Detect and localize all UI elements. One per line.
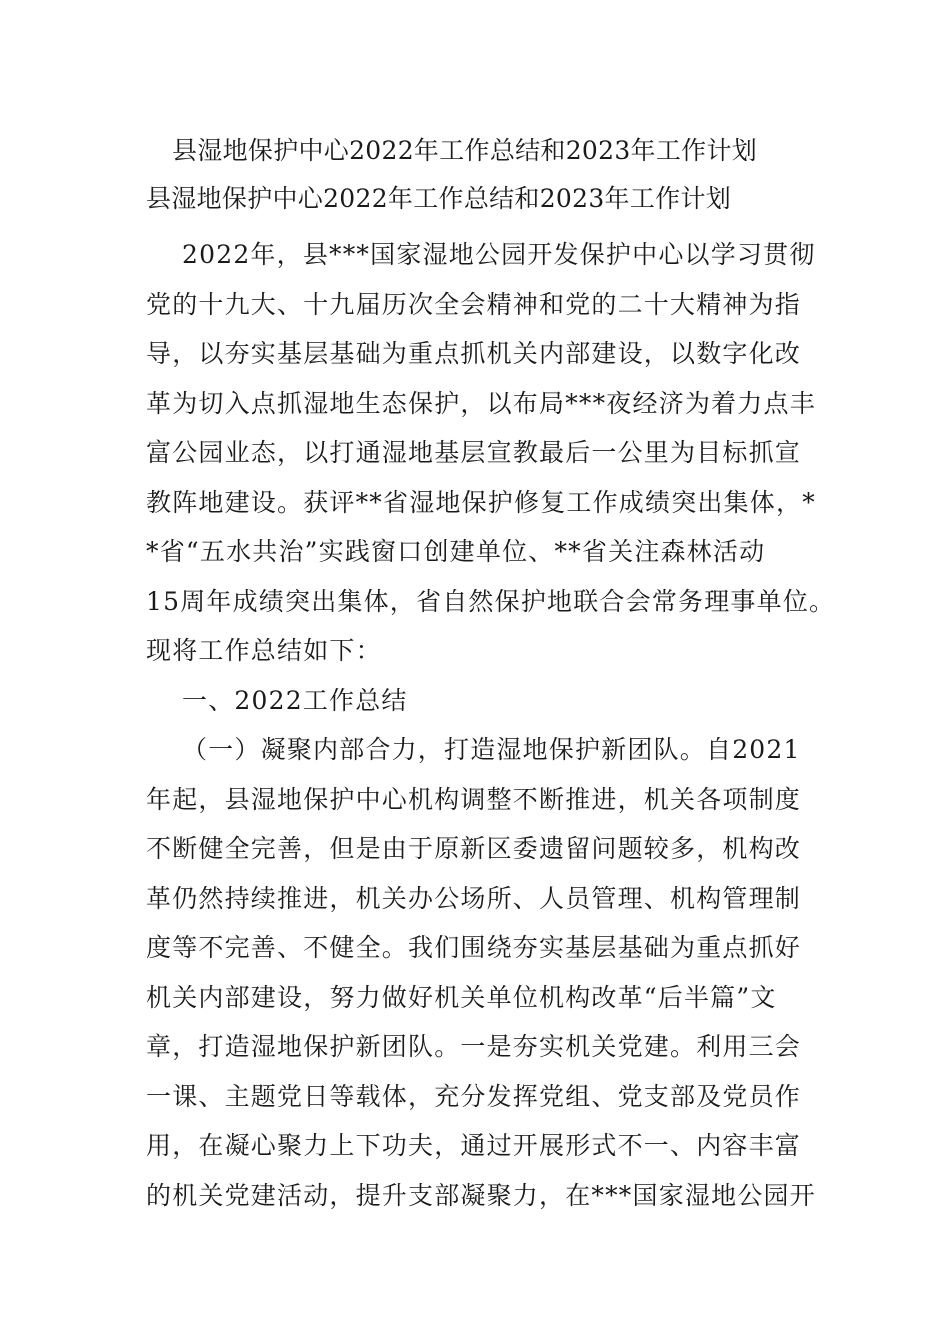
paragraph-1-line: 教阵地建设。获评**省湿地保护修复工作成绩突出集体，* bbox=[146, 487, 816, 517]
paragraph-2-line: 一课、主题党日等载体，充分发挥党组、党支部及党员作 bbox=[146, 1081, 802, 1111]
paragraph-2-line: 机关内部建设，努力做好机关单位机构改革“后半篇”文 bbox=[146, 982, 777, 1012]
section-heading: 一、2022工作总结 bbox=[182, 685, 408, 715]
document-body bbox=[146, 230, 836, 1220]
paragraph-2-line: （一）凝聚内部合力，打造湿地保护新团队。自2021 bbox=[182, 735, 801, 764]
paragraph-1-line: 富公园业态，以打通湿地基层宣教最后一公里为目标抓宣 bbox=[146, 438, 802, 467]
paragraph-1-line: 现将工作总结如下： bbox=[146, 636, 382, 665]
paragraph-1-line: 革为切入点抓湿地生态保护，以布局***夜经济为着力点丰 bbox=[146, 388, 816, 418]
paragraph-1-line: 15周年成绩突出集体，省自然保护地联合会常务理事单位。 bbox=[146, 586, 836, 616]
paragraph-2-line: 用，在凝心聚力上下功夫，通过开展形式不一、内容丰富 bbox=[146, 1131, 802, 1160]
paragraph-1-line: 党的十九大、十九届历次全会精神和党的二十大精神为指 bbox=[146, 289, 802, 319]
paragraph-2-line: 不断健全完善，但是由于原新区委遗留问题较多，机构改 bbox=[146, 834, 802, 863]
paragraph-1-line: 2022年，县***国家湿地公园开发保护中心以学习贯彻 bbox=[182, 240, 816, 269]
paragraph-2-line: 的机关党建活动，提升支部凝聚力，在***国家湿地公园开 bbox=[146, 1180, 816, 1210]
paragraph-2-line: 年起，县湿地保护中心机构调整不断推进，机关各项制度 bbox=[146, 784, 802, 814]
paragraph-1-line: *省“五水共治”实践窗口创建单位、**省关注森林活动 bbox=[146, 537, 766, 566]
paragraph-2-line: 度等不完善、不健全。我们围绕夯实基层基础为重点抓好 bbox=[146, 933, 802, 962]
document-subtitle: 县湿地保护中心2022年工作总结和2023年工作计划 bbox=[146, 184, 732, 213]
paragraph-1-line: 导，以夯实基层基础为重点抓机关内部建设，以数字化改 bbox=[146, 339, 802, 368]
document-title: 县湿地保护中心2022年工作总结和2023年工作计划 bbox=[172, 136, 758, 165]
paragraph-2-line: 革仍然持续推进，机关办公场所、人员管理、机构管理制 bbox=[146, 883, 802, 913]
paragraph-2-line: 章，打造湿地保护新团队。一是夯实机关党建。利用三会 bbox=[146, 1032, 802, 1061]
